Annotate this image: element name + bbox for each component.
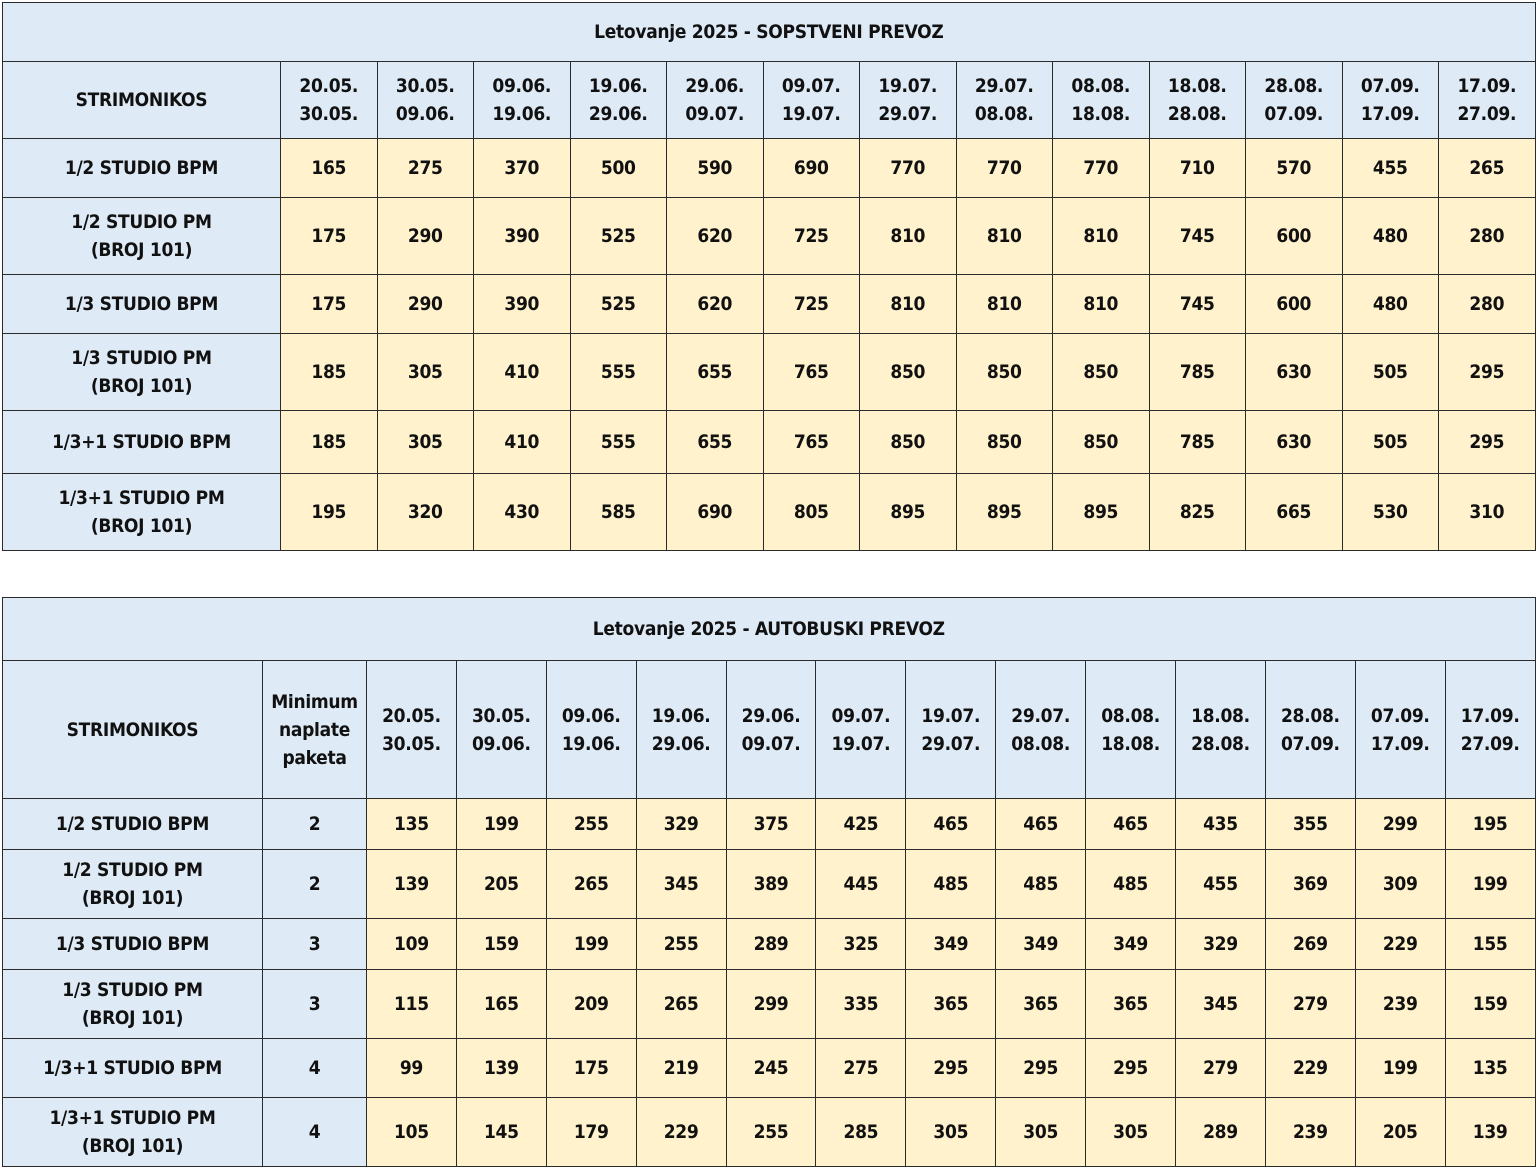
period-header [667, 62, 764, 139]
price-cell: 555 [570, 411, 667, 474]
price-cell: 165 [281, 139, 378, 198]
minimum-value: 2 [263, 799, 367, 850]
room-type-label [3, 1098, 263, 1167]
price-cell: 165 [456, 970, 546, 1039]
price-cell: 390 [474, 275, 571, 334]
cell-line: 09.06. [471, 732, 531, 755]
cell-line: 08.08. [1071, 75, 1131, 97]
header-row [3, 661, 1536, 799]
cell-line: 17.09. [1460, 704, 1520, 727]
period-header [570, 62, 667, 139]
cell-line: (BROJ 101) [90, 515, 193, 537]
price-cell: 365 [1086, 970, 1176, 1039]
price-cell: 895 [956, 474, 1053, 551]
price-cell: 255 [546, 799, 636, 850]
period-header [816, 661, 906, 799]
cell-line: 19.06. [588, 75, 648, 97]
price-cell: 525 [570, 198, 667, 275]
price-cell: 105 [367, 1098, 457, 1167]
cell-line: 28.08. [1280, 704, 1340, 727]
price-cell: 275 [816, 1039, 906, 1098]
table-row [3, 139, 1536, 198]
price-cell: 185 [281, 411, 378, 474]
minimum-value: 3 [263, 970, 367, 1039]
cell-line: 19.07. [921, 704, 981, 727]
price-cell: 275 [377, 139, 474, 198]
cell-line: 09.07. [781, 75, 841, 97]
price-cell: 349 [906, 919, 996, 970]
price-cell: 345 [1176, 970, 1266, 1039]
price-cell: 805 [763, 474, 860, 551]
price-cell: 369 [1265, 850, 1355, 919]
price-table-own-transport [2, 2, 1536, 551]
cell-line: 19.06. [561, 732, 621, 755]
price-cell: 99 [367, 1039, 457, 1098]
cell-line: 29.07. [974, 75, 1034, 97]
cell-line: 19.07. [878, 75, 938, 97]
price-cell: 145 [456, 1098, 546, 1167]
cell-line: 20.05. [382, 704, 441, 727]
price-cell: 289 [726, 919, 816, 970]
price-cell: 199 [456, 799, 546, 850]
price-cell: 355 [1265, 799, 1355, 850]
period-header [726, 661, 816, 799]
price-cell: 465 [1086, 799, 1176, 850]
cell-line: 29.07. [1011, 704, 1071, 727]
price-cell: 765 [763, 334, 860, 411]
table-row [3, 474, 1536, 551]
price-cell: 465 [996, 799, 1086, 850]
table-row [3, 1039, 1536, 1098]
price-cell: 410 [474, 411, 571, 474]
title-row [3, 598, 1536, 661]
period-header [1176, 661, 1266, 799]
price-cell: 850 [956, 334, 1053, 411]
cell-line: 18.08. [1167, 75, 1227, 97]
price-cell: 305 [377, 411, 474, 474]
period-header [377, 62, 474, 139]
price-cell: 295 [906, 1039, 996, 1098]
period-header [906, 661, 996, 799]
cell-line: 07.09. [1280, 732, 1340, 755]
period-header [996, 661, 1086, 799]
header-row [3, 62, 1536, 139]
price-cell: 570 [1246, 139, 1343, 198]
table-row [3, 919, 1536, 970]
price-cell: 159 [456, 919, 546, 970]
price-cell: 335 [816, 970, 906, 1039]
price-cell: 290 [377, 275, 474, 334]
price-cell: 505 [1342, 334, 1439, 411]
price-cell: 485 [1086, 850, 1176, 919]
cell-line: 09.06. [561, 704, 621, 727]
cell-line: 17.09. [1370, 732, 1430, 755]
price-cell: 810 [1053, 198, 1150, 275]
period-header [636, 661, 726, 799]
price-cell: 765 [763, 411, 860, 474]
cell-line: 1/2 STUDIO BPM [55, 813, 210, 835]
period-header [281, 62, 378, 139]
price-cell: 690 [763, 139, 860, 198]
price-cell: 410 [474, 334, 571, 411]
price-cell: 299 [726, 970, 816, 1039]
price-cell: 850 [860, 334, 957, 411]
price-cell: 195 [281, 474, 378, 551]
period-header [1355, 661, 1445, 799]
price-cell: 309 [1355, 850, 1445, 919]
price-cell: 280 [1439, 198, 1536, 275]
period-header [1439, 62, 1536, 139]
cell-line: 30.05. [395, 75, 455, 97]
table-title: Letovanje 2025 - AUTOBUSKI PREVOZ [3, 598, 1536, 661]
price-cell: 770 [1053, 139, 1150, 198]
cell-line: (BROJ 101) [81, 1135, 184, 1157]
price-cell: 370 [474, 139, 571, 198]
price-cell: 280 [1439, 275, 1536, 334]
cell-line: (BROJ 101) [90, 239, 193, 261]
table-row [3, 198, 1536, 275]
price-cell: 255 [726, 1098, 816, 1167]
price-cell: 485 [906, 850, 996, 919]
price-cell: 810 [1053, 275, 1150, 334]
price-cell: 785 [1149, 411, 1246, 474]
cell-line: 09.07. [685, 103, 745, 125]
cell-line: (BROJ 101) [81, 887, 184, 909]
cell-line: 18.08. [1101, 732, 1160, 755]
price-cell: 329 [1176, 919, 1266, 970]
price-cell: 289 [1176, 1098, 1266, 1167]
price-cell: 209 [546, 970, 636, 1039]
period-header [367, 661, 457, 799]
price-cell: 239 [1355, 970, 1445, 1039]
price-cell: 185 [281, 334, 378, 411]
price-cell: 895 [860, 474, 957, 551]
price-cell: 239 [1265, 1098, 1355, 1167]
cell-line: 19.06. [492, 103, 552, 125]
price-cell: 455 [1342, 139, 1439, 198]
price-cell: 175 [281, 198, 378, 275]
cell-line: Minimum [271, 690, 358, 713]
price-cell: 480 [1342, 198, 1439, 275]
price-cell: 785 [1149, 334, 1246, 411]
price-cell: 665 [1246, 474, 1343, 551]
price-cell: 500 [570, 139, 667, 198]
cell-line: 07.09. [1360, 75, 1420, 97]
price-cell: 109 [367, 919, 457, 970]
period-header [1149, 62, 1246, 139]
price-cell: 305 [377, 334, 474, 411]
price-cell: 585 [570, 474, 667, 551]
period-header [1086, 661, 1176, 799]
price-cell: 269 [1265, 919, 1355, 970]
cell-line: naplate [279, 718, 350, 741]
price-cell: 365 [996, 970, 1086, 1039]
cell-line: 27.09. [1457, 103, 1517, 125]
price-cell: 655 [667, 411, 764, 474]
price-cell: 310 [1439, 474, 1536, 551]
cell-line: 17.09. [1360, 103, 1420, 125]
price-cell: 205 [1355, 1098, 1445, 1167]
room-type-label [3, 411, 281, 474]
price-cell: 115 [367, 970, 457, 1039]
price-cell: 349 [996, 919, 1086, 970]
room-type-label [3, 970, 263, 1039]
price-cell: 710 [1149, 139, 1246, 198]
price-cell: 745 [1149, 275, 1246, 334]
price-cell: 530 [1342, 474, 1439, 551]
price-cell: 445 [816, 850, 906, 919]
price-cell: 850 [1053, 411, 1150, 474]
price-cell: 525 [570, 275, 667, 334]
table-title: Letovanje 2025 - SOPSTVENI PREVOZ [3, 3, 1536, 62]
cell-line: 1/3+1 STUDIO PM [58, 487, 225, 509]
price-cell: 770 [860, 139, 957, 198]
price-cell: 139 [1445, 1098, 1535, 1167]
price-cell: 255 [636, 919, 726, 970]
price-cell: 455 [1176, 850, 1266, 919]
price-cell: 279 [1176, 1039, 1266, 1098]
price-cell: 850 [956, 411, 1053, 474]
price-cell: 655 [667, 334, 764, 411]
cell-line: 1/2 STUDIO BPM [64, 157, 219, 179]
corner-header: STRIMONIKOS [3, 661, 263, 799]
cell-line: 07.09. [1264, 103, 1324, 125]
table-row [3, 799, 1536, 850]
price-cell: 850 [860, 411, 957, 474]
period-header [546, 661, 636, 799]
price-cell: 199 [546, 919, 636, 970]
price-cell: 485 [996, 850, 1086, 919]
cell-line: 1/3+1 STUDIO PM [49, 1107, 216, 1129]
cell-line: 29.06. [588, 103, 648, 125]
price-cell: 295 [996, 1039, 1086, 1098]
price-cell: 345 [636, 850, 726, 919]
room-type-label [3, 850, 263, 919]
price-cell: 390 [474, 198, 571, 275]
cell-line: 29.07. [878, 103, 938, 125]
period-header [956, 62, 1053, 139]
cell-line: 19.07. [831, 732, 891, 755]
minimum-value: 3 [263, 919, 367, 970]
cell-line: 1/2 STUDIO PM [71, 211, 212, 233]
room-type-label [3, 198, 281, 275]
cell-line: 18.08. [1191, 704, 1250, 727]
table-row [3, 1098, 1536, 1167]
cell-line: 1/3 STUDIO BPM [55, 933, 210, 955]
cell-line: 09.06. [395, 103, 455, 125]
cell-line: 30.05. [299, 103, 359, 125]
price-cell: 895 [1053, 474, 1150, 551]
price-cell: 745 [1149, 198, 1246, 275]
price-cell: 810 [956, 275, 1053, 334]
cell-line: 29.06. [651, 732, 711, 755]
cell-line: 1/3 STUDIO BPM [64, 293, 219, 315]
cell-line: 17.09. [1457, 75, 1517, 97]
price-cell: 305 [906, 1098, 996, 1167]
cell-line: 20.05. [299, 75, 359, 97]
price-cell: 139 [456, 1039, 546, 1098]
price-cell: 325 [816, 919, 906, 970]
cell-line: paketa [282, 746, 347, 769]
price-cell: 199 [1445, 850, 1535, 919]
price-cell: 290 [377, 198, 474, 275]
price-cell: 199 [1355, 1039, 1445, 1098]
minimum-header [263, 661, 367, 799]
cell-line: 29.06. [685, 75, 745, 97]
cell-line: 18.08. [1071, 103, 1131, 125]
price-cell: 465 [906, 799, 996, 850]
table-row [3, 970, 1536, 1039]
price-cell: 175 [281, 275, 378, 334]
price-cell: 630 [1246, 411, 1343, 474]
price-cell: 725 [763, 198, 860, 275]
cell-line: 09.07. [741, 732, 801, 755]
cell-line: 1/2 STUDIO PM [62, 859, 203, 881]
table-row [3, 850, 1536, 919]
cell-line: 09.06. [492, 75, 552, 97]
price-cell: 245 [726, 1039, 816, 1098]
cell-line: 19.07. [781, 103, 841, 125]
minimum-value: 4 [263, 1098, 367, 1167]
minimum-value: 4 [263, 1039, 367, 1098]
price-cell: 435 [1176, 799, 1266, 850]
period-header [1342, 62, 1439, 139]
cell-line: 1/3+1 STUDIO BPM [52, 431, 231, 453]
price-cell: 299 [1355, 799, 1445, 850]
price-cell: 295 [1086, 1039, 1176, 1098]
room-type-label [3, 919, 263, 970]
price-cell: 329 [636, 799, 726, 850]
period-header [1053, 62, 1150, 139]
cell-line: 27.09. [1460, 732, 1520, 755]
room-type-label [3, 474, 281, 551]
cell-line: 1/3 STUDIO PM [71, 347, 212, 369]
price-cell: 555 [570, 334, 667, 411]
price-cell: 320 [377, 474, 474, 551]
table-row [3, 275, 1536, 334]
price-cell: 285 [816, 1098, 906, 1167]
price-cell: 229 [1355, 919, 1445, 970]
price-cell: 425 [816, 799, 906, 850]
price-cell: 810 [860, 198, 957, 275]
price-cell: 179 [546, 1098, 636, 1167]
price-cell: 155 [1445, 919, 1535, 970]
price-cell: 295 [1439, 411, 1536, 474]
price-cell: 265 [1439, 139, 1536, 198]
table-row [3, 334, 1536, 411]
cell-line: 28.08. [1264, 75, 1324, 97]
price-cell: 770 [956, 139, 1053, 198]
period-header [1445, 661, 1535, 799]
cell-line: 30.05. [382, 732, 441, 755]
price-cell: 850 [1053, 334, 1150, 411]
price-cell: 135 [1445, 1039, 1535, 1098]
price-cell: 229 [1265, 1039, 1355, 1098]
title-row [3, 3, 1536, 62]
cell-line: 09.07. [831, 704, 891, 727]
room-type-label [3, 334, 281, 411]
room-type-label [3, 799, 263, 850]
cell-line: 28.08. [1191, 732, 1250, 755]
price-cell: 365 [906, 970, 996, 1039]
cell-line: 1/3+1 STUDIO BPM [43, 1057, 222, 1079]
price-cell: 159 [1445, 970, 1535, 1039]
price-cell: 725 [763, 275, 860, 334]
price-cell: 279 [1265, 970, 1355, 1039]
cell-line: 30.05. [471, 704, 531, 727]
cell-line: 19.06. [651, 704, 711, 727]
price-cell: 295 [1439, 334, 1536, 411]
room-type-label [3, 139, 281, 198]
period-header [763, 62, 860, 139]
price-cell: 375 [726, 799, 816, 850]
price-cell: 349 [1086, 919, 1176, 970]
corner-header: STRIMONIKOS [3, 62, 281, 139]
price-cell: 600 [1246, 275, 1343, 334]
period-header [860, 62, 957, 139]
price-cell: 430 [474, 474, 571, 551]
cell-line: 07.09. [1370, 704, 1430, 727]
cell-line: (BROJ 101) [90, 375, 193, 397]
price-cell: 480 [1342, 275, 1439, 334]
cell-line: 08.08. [1101, 704, 1160, 727]
price-cell: 825 [1149, 474, 1246, 551]
price-cell: 505 [1342, 411, 1439, 474]
room-type-label [3, 275, 281, 334]
cell-line: 08.08. [1011, 732, 1071, 755]
price-cell: 620 [667, 198, 764, 275]
cell-line: 29.06. [741, 704, 801, 727]
price-cell: 229 [636, 1098, 726, 1167]
price-table-bus-transport [2, 597, 1536, 1167]
price-cell: 590 [667, 139, 764, 198]
cell-line: 28.08. [1167, 103, 1227, 125]
minimum-value: 2 [263, 850, 367, 919]
price-cell: 690 [667, 474, 764, 551]
cell-line: 1/3 STUDIO PM [62, 979, 203, 1001]
price-cell: 600 [1246, 198, 1343, 275]
price-cell: 389 [726, 850, 816, 919]
price-cell: 195 [1445, 799, 1535, 850]
price-cell: 135 [367, 799, 457, 850]
price-cell: 305 [1086, 1098, 1176, 1167]
price-cell: 810 [956, 198, 1053, 275]
price-cell: 620 [667, 275, 764, 334]
cell-line: 08.08. [974, 103, 1034, 125]
room-type-label [3, 1039, 263, 1098]
cell-line: 29.07. [921, 732, 981, 755]
price-cell: 630 [1246, 334, 1343, 411]
period-header [1246, 62, 1343, 139]
price-cell: 205 [456, 850, 546, 919]
price-cell: 265 [636, 970, 726, 1039]
period-header [456, 661, 546, 799]
price-cell: 175 [546, 1039, 636, 1098]
cell-line: (BROJ 101) [81, 1007, 184, 1029]
price-cell: 219 [636, 1039, 726, 1098]
table-row [3, 411, 1536, 474]
period-header [1265, 661, 1355, 799]
price-cell: 139 [367, 850, 457, 919]
price-cell: 810 [860, 275, 957, 334]
price-cell: 265 [546, 850, 636, 919]
period-header [474, 62, 571, 139]
price-cell: 305 [996, 1098, 1086, 1167]
